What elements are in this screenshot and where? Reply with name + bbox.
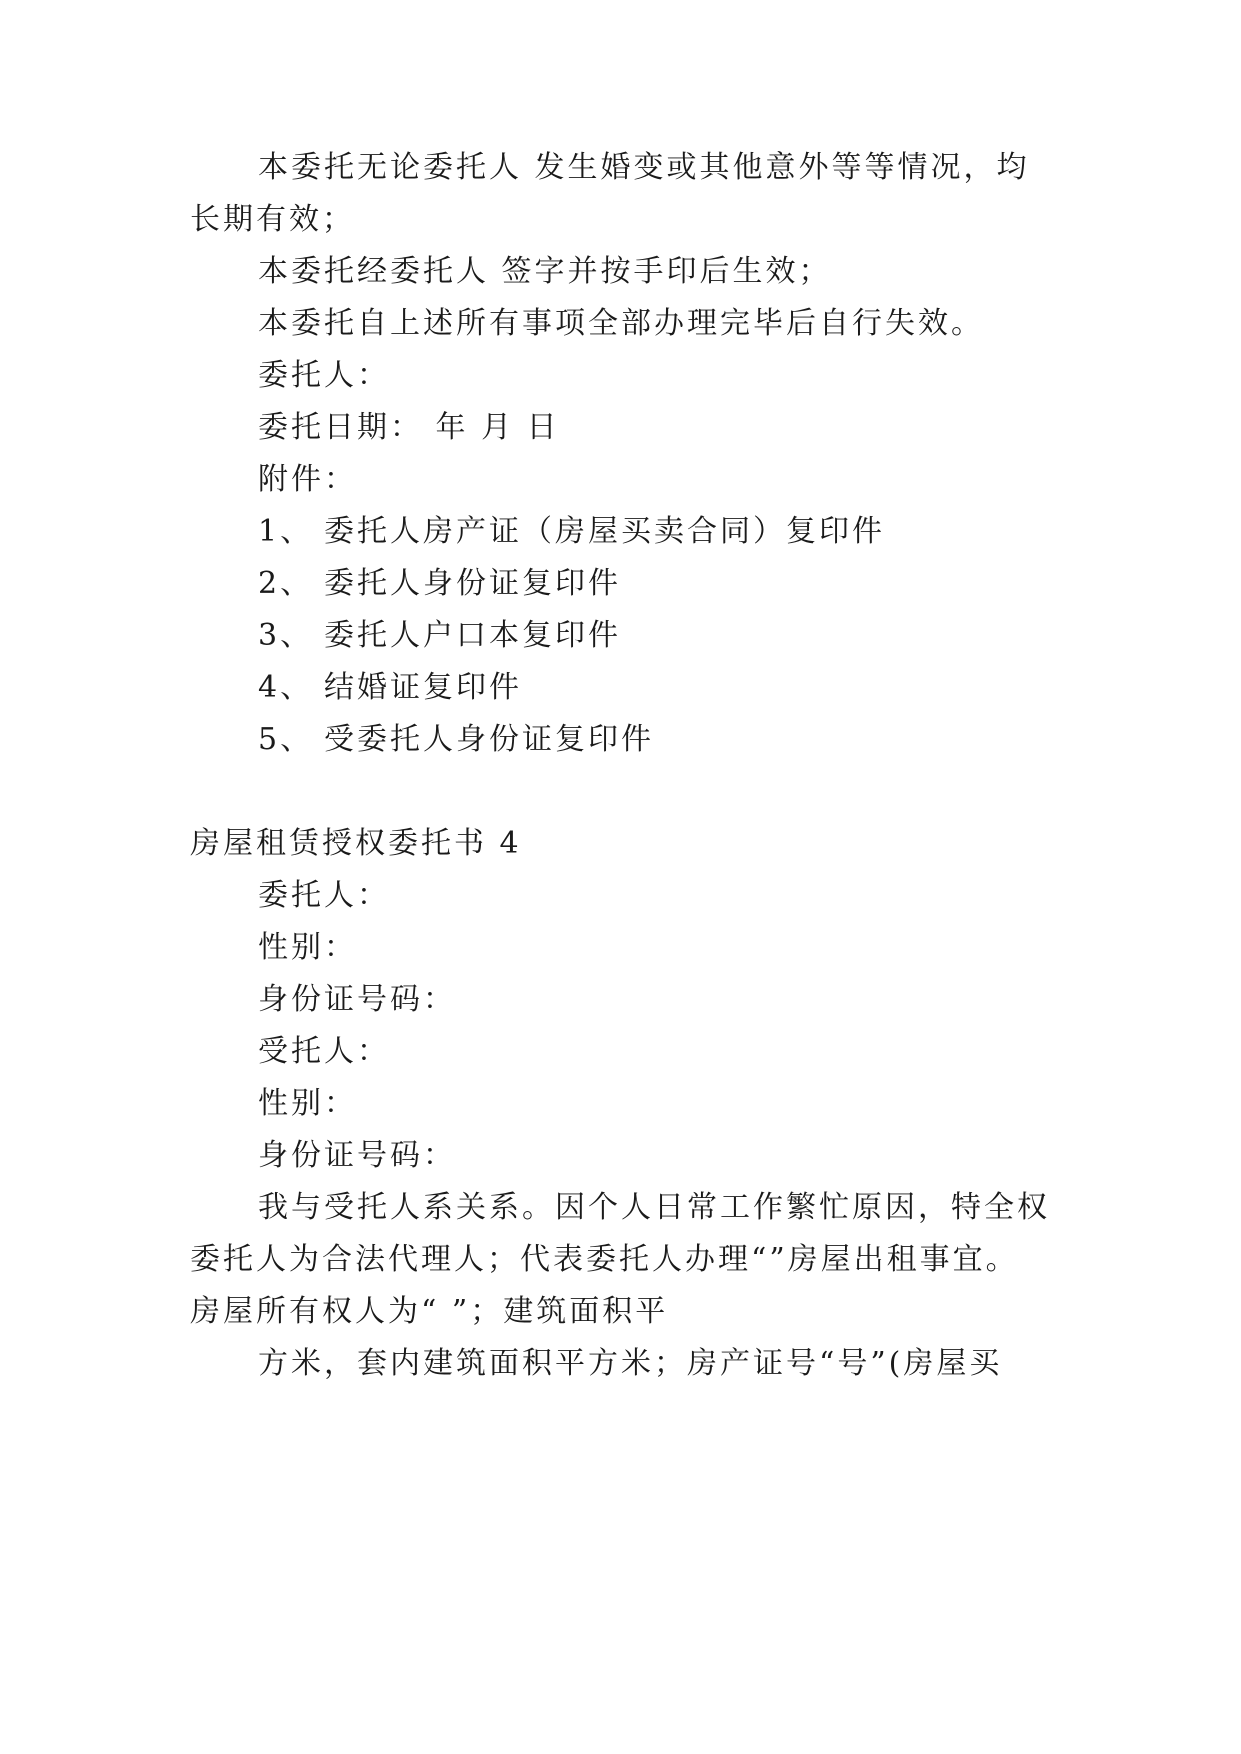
paragraph-expiry: 本委托自上述所有事项全部办理完毕后自行失效。 xyxy=(258,306,984,341)
attachment-number: 3、 xyxy=(258,618,314,653)
attachment-item xyxy=(258,512,885,552)
principal-id-field: 身份证号码： xyxy=(258,982,456,1017)
attachment-text: 委托人房产证（房屋买卖合同）复印件 xyxy=(324,514,885,549)
agent-id-field: 身份证号码： xyxy=(258,1138,456,1173)
attachments-label: 附件： xyxy=(258,462,357,497)
body-paragraph-line2: 委托人为合法代理人；代表委托人办理“”房屋出租事宜。 xyxy=(190,1242,1019,1277)
attachment-text: 委托人户口本复印件 xyxy=(324,618,621,653)
agent-gender-field: 性别： xyxy=(258,1086,357,1121)
body-paragraph-line1: 我与受托人系关系。因个人日常工作繁忙原因，特全权 xyxy=(258,1190,1050,1225)
section-title: 房屋租赁授权委托书 4 xyxy=(190,826,522,861)
body-paragraph-line3: 房屋所有权人为“ ”；建筑面积平 xyxy=(190,1294,669,1329)
attachment-number: 5、 xyxy=(258,722,314,757)
principal-label: 委托人： xyxy=(258,358,390,393)
paragraph-effective: 本委托经委托人 签字并按手印后生效； xyxy=(258,254,832,289)
body-paragraph-line4: 方米，套内建筑面积平方米；房产证号“号”(房屋买 xyxy=(258,1346,1003,1381)
attachment-item xyxy=(258,668,522,708)
paragraph-validity-line2: 长期有效； xyxy=(190,202,355,237)
attachment-number: 1、 xyxy=(258,514,314,549)
agent-field: 受托人： xyxy=(258,1034,390,1069)
date-label: 委托日期： 年 月 日 xyxy=(258,410,560,445)
attachment-text: 结婚证复印件 xyxy=(324,670,522,705)
attachment-number: 2、 xyxy=(258,566,314,601)
principal-field: 委托人： xyxy=(258,878,390,913)
attachment-item xyxy=(258,720,654,760)
principal-gender-field: 性别： xyxy=(258,930,357,965)
paragraph-validity-line1: 本委托无论委托人 发生婚变或其他意外等等情况，均 xyxy=(258,150,1030,185)
attachment-text: 受委托人身份证复印件 xyxy=(324,722,654,757)
attachment-number: 4、 xyxy=(258,670,314,705)
attachment-item xyxy=(258,564,621,604)
attachment-item xyxy=(258,616,621,656)
attachment-text: 委托人身份证复印件 xyxy=(324,566,621,601)
